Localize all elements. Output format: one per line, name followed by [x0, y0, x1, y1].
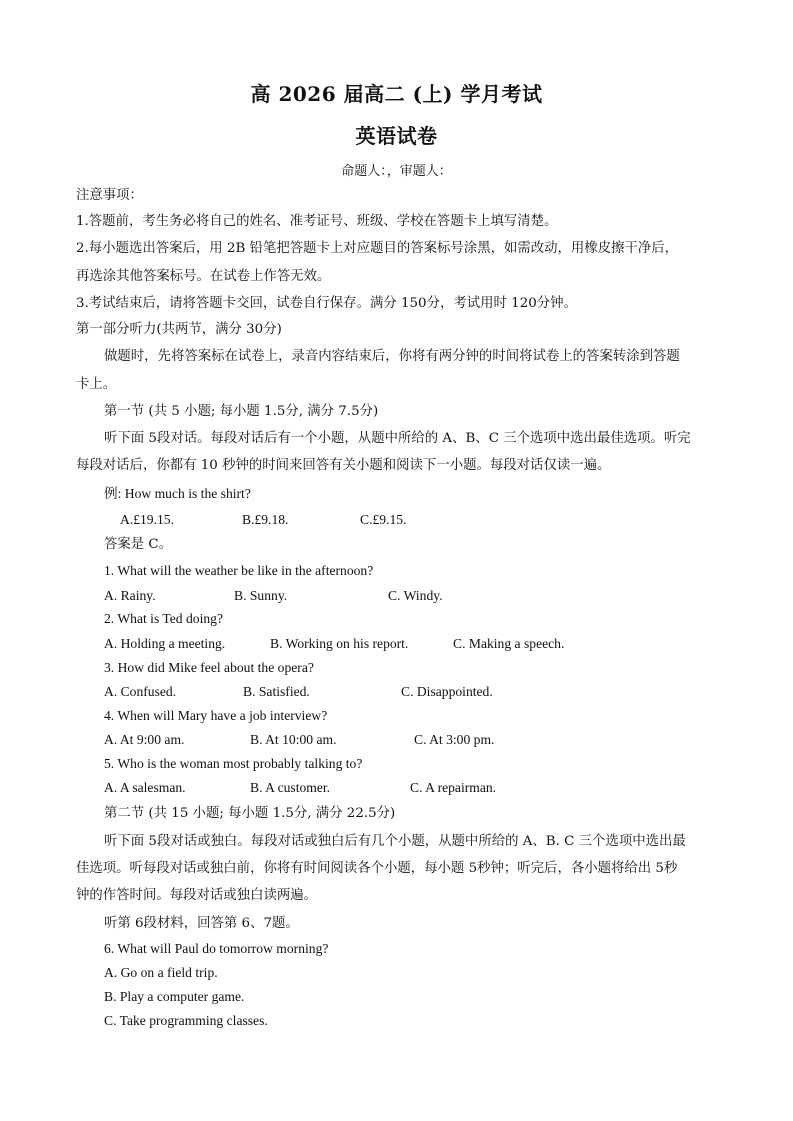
- option: C.£9.15.: [360, 512, 407, 527]
- question-6-option-c: C. Take programming classes.: [104, 1013, 268, 1028]
- option: B. At 10:00 am.: [250, 732, 337, 747]
- question-3-options: [0, 683, 793, 701]
- question-1: 1. What will the weather be like in the afternoon?: [104, 563, 374, 578]
- exam-title: 高 2026 届高二 (上) 学月考试: [250, 82, 543, 106]
- option: C. Disappointed.: [401, 684, 493, 699]
- question-1-options: [0, 587, 793, 605]
- part1-instruction: 做题时，先将答案标在试卷上，录音内容结束后，你将有两分钟的时间将试卷上的答案转涂到答题: [104, 349, 680, 364]
- option: B. Satisfied.: [243, 684, 310, 699]
- question-4: 4. When will Mary have a job interview?: [104, 708, 328, 723]
- option: B. A customer.: [250, 780, 331, 795]
- example-question: 例: How much is the shirt?: [104, 486, 251, 501]
- question-5: 5. Who is the woman most probably talking to?: [104, 756, 363, 771]
- option: B. Working on his report.: [270, 636, 409, 651]
- option: B. Sunny.: [234, 588, 288, 603]
- section2-instruction: 钟的作答时间。每段对话或独白读两遍。: [76, 888, 318, 903]
- option: A. Rainy.: [104, 588, 156, 603]
- option: B.£9.18.: [242, 512, 289, 527]
- part1-heading: 第一部分听力(共两节，满分 30分): [76, 322, 282, 337]
- material-note: 听第 6段材料，回答第 6、7题。: [104, 916, 299, 931]
- note-item: 3.考试结束后，请将答题卡交回，试卷自行保存。满分 150分，考试用时 120分钟。: [76, 296, 577, 311]
- option: C. Windy.: [388, 588, 443, 603]
- example-answer: 答案是 C。: [104, 537, 173, 552]
- option: A. Confused.: [104, 684, 177, 699]
- section2-instruction: 佳选项。听每段对话或独白前，你将有时间阅读各个小题，每小题 5秒钟；听完后，各小题将给出 5秒: [76, 861, 678, 876]
- option: A. A salesman.: [104, 780, 186, 795]
- option: C. A repairman.: [410, 780, 497, 795]
- question-2-options: [0, 635, 793, 653]
- option: A.£19.15.: [120, 512, 174, 527]
- option: A. Holding a meeting.: [104, 636, 226, 651]
- section1-heading: 第一节 (共 5 小题; 每小题 1.5分, 满分 7.5分): [104, 404, 379, 419]
- question-6-option-a: A. Go on a field trip.: [104, 965, 218, 980]
- note-item: 2.每小题选出答案后，用 2B 铅笔把答题卡上对应题目的答案标号涂黑，如需改动，用橡皮擦干净后，: [76, 241, 679, 256]
- option: A. At 9:00 am.: [104, 732, 185, 747]
- section2-heading: 第二节 (共 15 小题; 每小题 1.5分, 满分 22.5分): [104, 806, 396, 821]
- exam-subtitle: 英语试卷: [355, 124, 438, 148]
- section2-instruction: 听下面 5段对话或独白。每段对话或独白后有几个小题，从题中所给的 A、B. C 三个选项中选出最: [104, 834, 686, 849]
- notes-heading: 注意事项：: [76, 188, 143, 203]
- note-item: 1.答题前，考生务必将自己的姓名、准考证号、班级、学校在答题卡上填写清楚。: [76, 214, 558, 229]
- question-4-options: [0, 731, 793, 749]
- question-6-option-b: B. Play a computer game.: [104, 989, 245, 1004]
- section1-instruction: 听下面 5段对话。每段对话后有一个小题，从题中所给的 A、B、C 三个选项中选出最佳选项。听完: [104, 431, 691, 446]
- section1-instruction: 每段对话后，你都有 10 秒钟的时间来回答有关小题和阅读下一小题。每段对话仅读一遍。: [76, 458, 611, 473]
- part1-instruction: 卡上。: [76, 377, 117, 392]
- question-2: 2. What is Ted doing?: [104, 611, 223, 626]
- question-5-options: [0, 779, 793, 797]
- authors-line: 命题人：，审题人：: [341, 164, 452, 179]
- note-item: 再选涂其他答案标号。在试卷上作答无效。: [76, 269, 331, 284]
- question-3: 3. How did Mike feel about the opera?: [104, 660, 314, 675]
- option: C. Making a speech.: [453, 636, 565, 651]
- option: C. At 3:00 pm.: [414, 732, 495, 747]
- question-6: 6. What will Paul do tomorrow morning?: [104, 941, 329, 956]
- example-options: [0, 511, 793, 529]
